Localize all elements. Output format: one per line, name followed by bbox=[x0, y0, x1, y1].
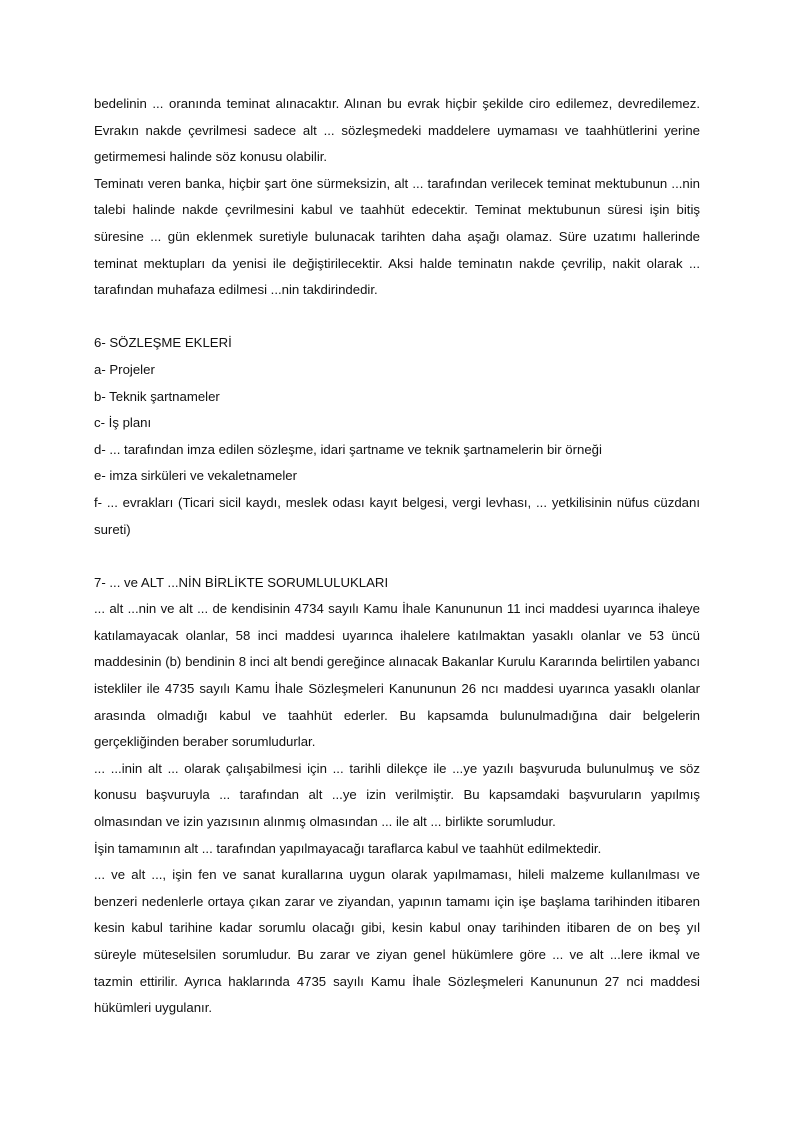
list-item: c- İş planı bbox=[94, 415, 152, 431]
list-item: b- Teknik şartnameler bbox=[94, 388, 220, 404]
section-7-paragraph: İşin tamamının alt ... tarafından yapılmayacağı taraflarca kabul ve taahhüt edilmektedir. bbox=[94, 840, 602, 856]
section-7-paragraph: ... alt ...nin ve alt ... de kendisinin 4734 sayılı Kamu İhale Kanununun 11 inci maddesi uyarınca ihaleye katılamayacak olanlar, 58 inci maddesi uyarınca ihalelere katılmaktan yasaklı olanlar ve 53 üncü maddesinin (b) bendinin 8 inci alt bendi gereğince alınacak Bakanlar Kurulu Kararında belirtilen yabancı istekliler ile 4735 sayılı Kamu İhale Sözleşmeleri Kanununun 26 ncı maddesi uyarınca yasaklı olanlar arasında olmadığı kabul ve taahhüt ederler. Bu kapsamda bulunulmadığına dair belgelerin gerçekliğinden beraber sorumludurlar. bbox=[94, 601, 700, 750]
list-item: d- ... tarafından imza edilen sözleşme, idari şartname ve teknik şartnamelerin bir örneği bbox=[94, 441, 602, 457]
list-item: f- ... evrakları (Ticari sicil kaydı, meslek odası kayıt belgesi, vergi levhası, ... yetkilisinin nüfus cüzdanı sureti) bbox=[94, 494, 700, 537]
spacer bbox=[94, 304, 700, 331]
document-page bbox=[94, 91, 700, 1022]
section-7-paragraph: ... ...inin alt ... olarak çalışabilmesi için ... tarihli dilekçe ile ...ye yazılı başvuruda bulunulmuş ve söz konusu başvuruyla ... tarafından alt ...ye izin verilmiştir. Bu kapsamdaki başvuruların yapılmış olmasından ve izin yazısının alınmış olmasından ... ile alt ... birlikte sorumludur. bbox=[94, 760, 700, 830]
section-6-heading: 6- SÖZLEŞME EKLERİ bbox=[94, 335, 232, 351]
spacer bbox=[94, 543, 700, 570]
paragraph-teminat-evrak: bedelinin ... oranında teminat alınacaktır. Alınan bu evrak hiçbir şekilde ciro edilemez, devredilemez. Evrakın nakde çevrilmesi sadece alt ... sözleşmedeki maddelere uymaması ve taahhütlerini yerine getirmemesi halinde söz konusu olabilir. bbox=[94, 96, 700, 165]
list-item: a- Projeler bbox=[94, 361, 155, 377]
list-item: e- imza sirküleri ve vekaletnameler bbox=[94, 468, 298, 484]
paragraph-teminat-mektubu: Teminatı veren banka, hiçbir şart öne sürmeksizin, alt ... tarafından verilecek teminat mektubunun ...nin talebi halinde nakde çevrilmesini kabul ve taahhüt edecektir. Teminat mektubunun süresi işin bitiş süresine ... gün eklenmek suretiyle bulunacak tarihten daha aşağı olamaz. Süre uzatımı hallerinde teminat mektupları da yenisi ile değiştirilecektir. Aksi halde teminatın nakde çevrilip, nakit olarak ... tarafından muhafaza edilmesi ...nin takdirindedir. bbox=[94, 175, 700, 298]
section-7-heading: 7- ... ve ALT ...NİN BİRLİKTE SORUMLULUKLARI bbox=[94, 574, 389, 590]
section-7-paragraph: ... ve alt ..., işin fen ve sanat kurallarına uygun olarak yapılmaması, hileli malzeme kullanılması ve benzeri nedenlerle ortaya çıkan zarar ve ziyandan, yapının tamamı için işe başlama tarihinden itibaren kesin kabul tarihine kadar sorumlu olacağı gibi, kesin kabul onay tarihinden itibaren de on beş yıl süreyle müteselsilen sorumludur. Bu zarar ve ziyan genel hükümlere göre ... ve alt ...lere ikmal ve tazmin ettirilir. Ayrıca haklarında 4735 sayılı Kamu İhale Sözleşmeleri Kanununun 27 nci maddesi hükümleri uygulanır. bbox=[94, 867, 700, 1016]
